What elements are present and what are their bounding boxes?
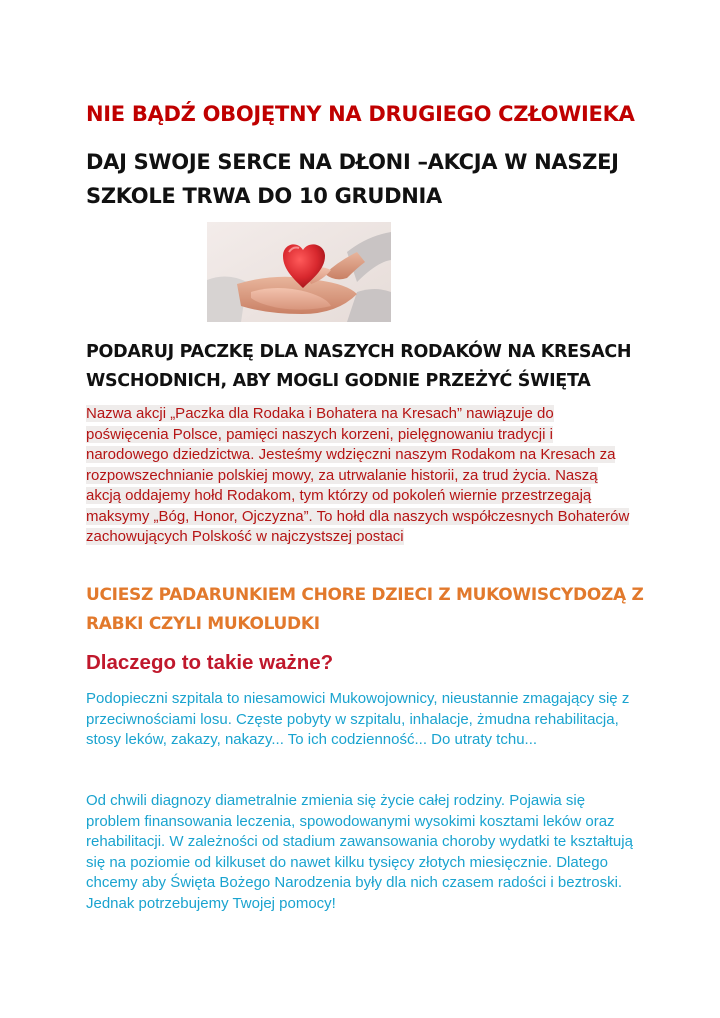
- title-red: NIE BĄDŹ OBOJĘTNY NA DRUGIEGO CZŁOWIEKA: [86, 102, 635, 126]
- parcel-heading: PODARUJ PACZKĘ DLA NASZYCH RODAKÓW NA KRESACH WSCHODNICH, ABY MOGLI GODNIE PRZEŻYĆ ŚWIĘTA: [86, 342, 632, 391]
- mukoludki-heading: UCIESZ PADARUNKIEM CHORE DZIECI Z MUKOWISCYDOZĄ Z RABKI CZYLI MUKOLUDKI: [86, 585, 644, 634]
- blue-paragraph-2: Od chwili diagnozy diametralnie zmienia się życie całej rodziny. Pojawia się problem finansowania leczenia, spowodowanymi wysokimi kosztami leków oraz rehabilitacji. W zależności od stadium zawansowania choroby wydatki te kształtują się na poziomie od kilkuset do nawet kilku tysięcy złotych miesięcznie. Dlatego chcemy aby Święta Bożego Narodzenia były dla nich czasem radości i beztroski. Jednak potrzebujemy Twojej pomocy!: [86, 792, 633, 912]
- parcel-paragraph-text: Nazwa akcji „Paczka dla Rodaka i Bohatera na Kresach” nawiązuje do poświęcenia Polsce, pamięci naszych korzeni, pielęgnowaniu tradycji i narodowego dziedzictwa. Jesteśmy wdzięczni naszym Rodakom na Kresach za rozpowszechnianie polskiej mowy, za utrwalanie historii, za trud życia. Naszą akcją oddajemy hołd Rodakom, tym którzy od pokoleń wiernie przestrzegają maksymy „Bóg, Honor, Ojczyzna”. To hołd dla naszych współczesnych Bohaterów zachowujących Polskość w najczystszej postaci: [86, 405, 630, 545]
- why-heading: Dlaczego to takie ważne?: [86, 651, 334, 674]
- heart-hands-illustration: [207, 222, 391, 322]
- heart-in-hands-photo: [207, 222, 391, 322]
- blue-paragraph-1: Podopieczni szpitala to niesamowici Mukowojownicy, nieustannie zmagający się z przeciwnościami losu. Częste pobyty w szpitalu, inhalacje, żmudna rehabilitacja, stosy leków, zakazy, nakazy... To ich codzienność... Do utraty tchu...: [86, 690, 630, 748]
- parcel-paragraph: [86, 404, 634, 548]
- title-black: DAJ SWOJE SERCE NA DŁONI –AKCJA W NASZEJ SZKOLE TRWA DO 10 GRUDNIA: [86, 150, 619, 208]
